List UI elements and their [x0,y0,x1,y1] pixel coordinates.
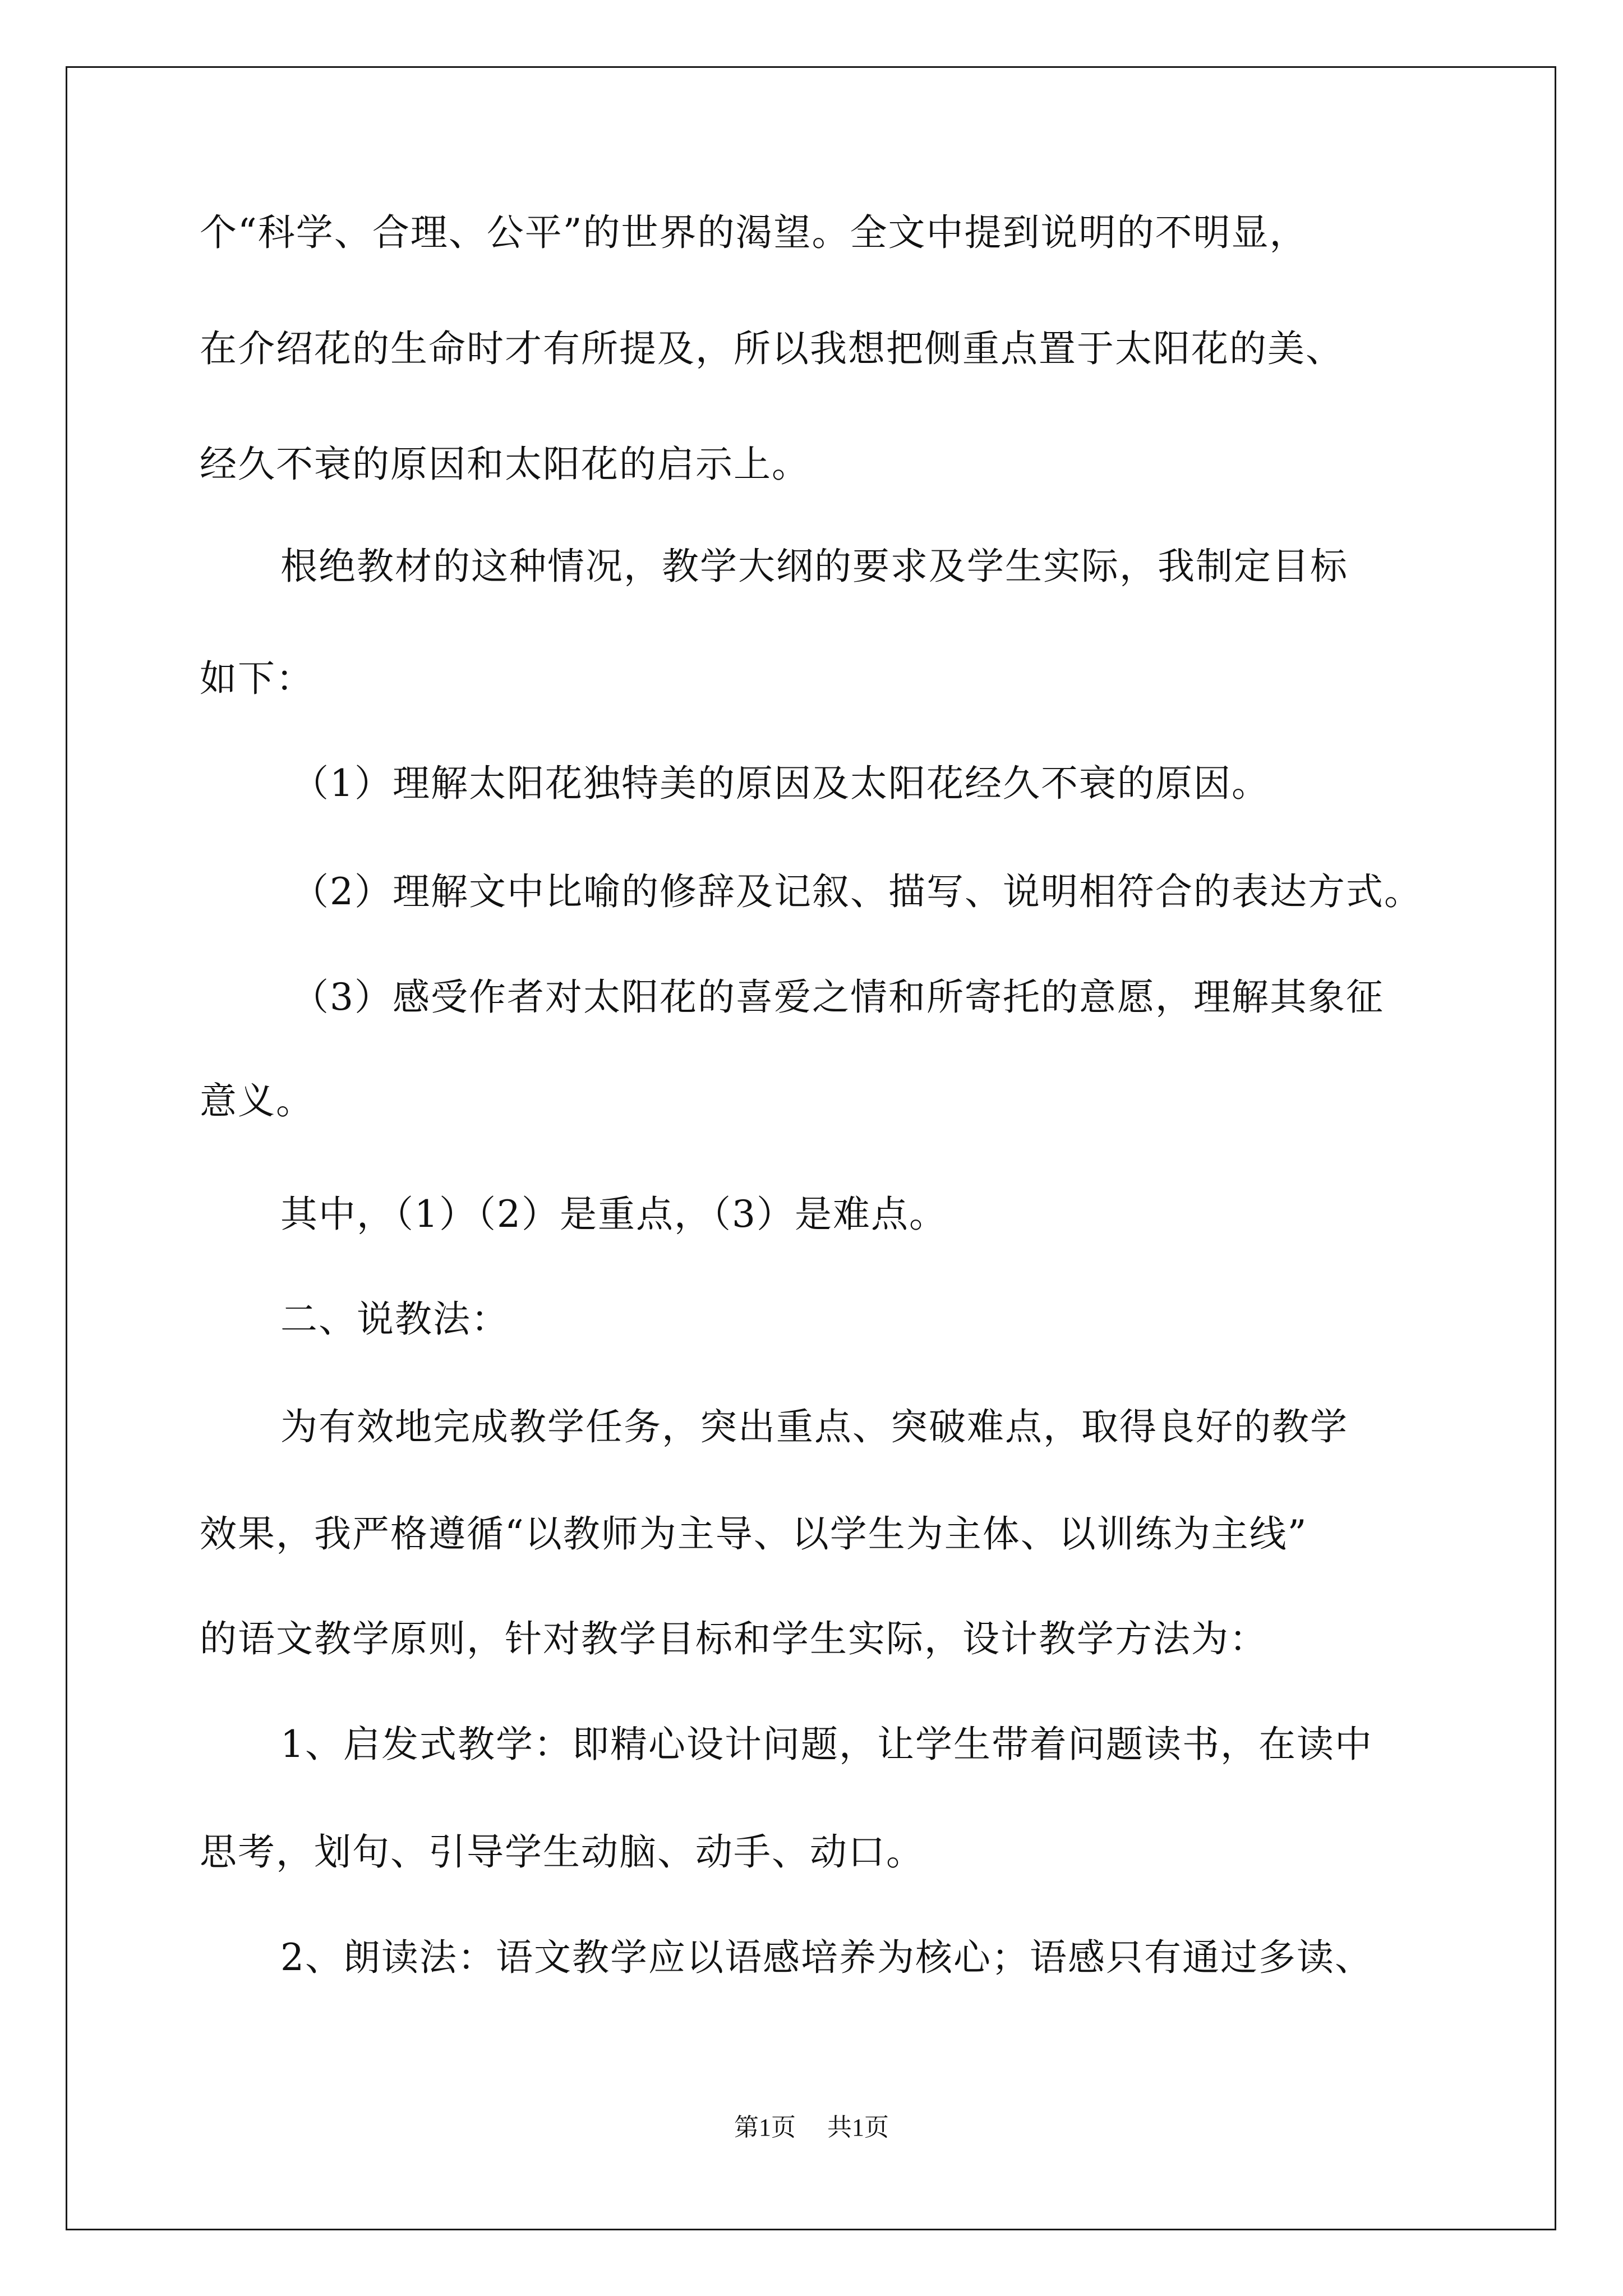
list-item: （2）理解文中比喻的修辞及记叙、描写、说明相符合的表达方式。 [292,870,1422,913]
text-line: 意义。 [200,1079,314,1122]
text-line: 其中，（1）（2）是重点，（3）是难点。 [280,1193,947,1236]
list-item: （3）感受作者对太阳花的喜爱之情和所寄托的意愿，理解其象征 [292,976,1384,1019]
list-item: （1）理解太阳花独特美的原因及太阳花经久不衰的原因。 [292,762,1270,805]
text-line: 的语文教学原则，针对教学目标和学生实际，设计教学方法为： [200,1617,1267,1660]
text-line: 个“科学、合理、公平”的世界的渴望。全文中提到说明的不明显， [200,211,1308,254]
text-line: 在介绍花的生命时才有所提及，所以我想把侧重点置于太阳花的美、 [200,327,1344,370]
page-total: 共1页 [827,2114,889,2141]
page-footer [0,2112,1623,2143]
text-line: 如下： [200,657,314,700]
page-border [66,66,1556,2230]
text-line: 思考，划句、引导学生动脑、动手、动口。 [200,1830,924,1874]
list-item: 2、朗读法：语文教学应以语感培养为核心；语感只有通过多读、 [280,1936,1373,1979]
text-line: 根绝教材的这种情况，教学大纲的要求及学生实际，我制定目标 [280,545,1348,588]
page-number: 第1页 [734,2114,796,2141]
text-line: 效果，我严格遵循“以教师为主导、以学生为主体、以训练为主线” [200,1512,1308,1556]
list-item: 1、启发式教学：即精心设计问题，让学生带着问题读书，在读中 [280,1723,1373,1766]
text-line: 经久不衰的原因和太阳花的启示上。 [200,443,810,486]
section-heading: 二、说教法： [280,1297,509,1341]
text-line: 为有效地完成教学任务，突出重点、突破难点，取得良好的教学 [280,1405,1348,1448]
